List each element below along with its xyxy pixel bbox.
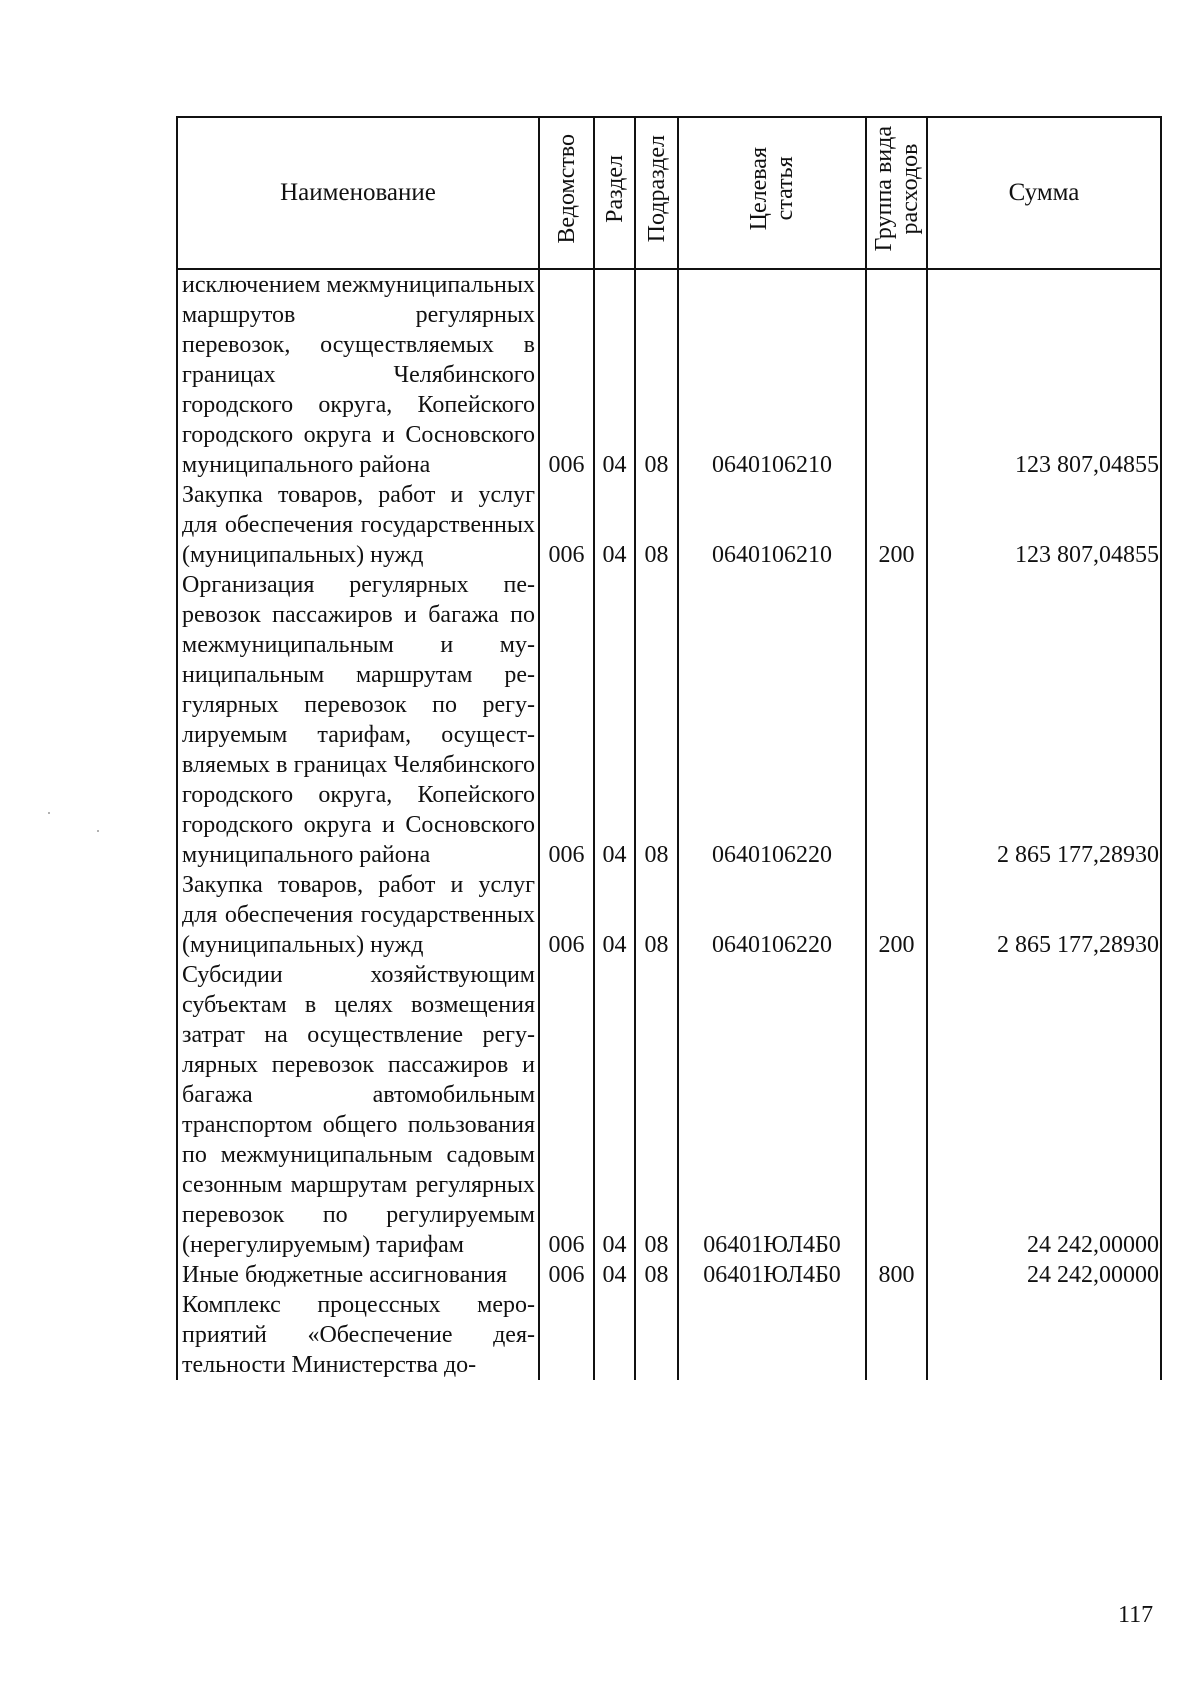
- row-gruppa-vida: [866, 960, 927, 1260]
- header-gruppa-line2: расходов: [896, 143, 923, 235]
- header-summa: [927, 117, 1161, 269]
- header-row: [177, 117, 1161, 269]
- row-razdel: 04: [594, 870, 635, 960]
- row-celevaya-statya: 0640106220: [678, 570, 866, 870]
- row-razdel: 04: [594, 269, 635, 480]
- table-row: [177, 570, 1161, 870]
- header-name-label: Наименование: [280, 179, 436, 206]
- row-name: Комплекс процессных мероприятий «Обеспечение деятельности Министерства до-: [177, 1290, 539, 1380]
- row-celevaya-statya: 06401ЮЛ4Б0: [678, 1260, 866, 1290]
- row-summa: 2 865 177,28930: [927, 870, 1161, 960]
- header-razdel: [594, 117, 635, 269]
- row-gruppa-vida: 200: [866, 870, 927, 960]
- row-razdel: 04: [594, 1260, 635, 1290]
- row-vedomstvo: 006: [539, 570, 594, 870]
- budget-table: [176, 116, 1162, 1380]
- header-celevaya-statya: [678, 117, 866, 269]
- header-podrazdel-label: Подраздел: [643, 135, 670, 243]
- table-row: [177, 269, 1161, 480]
- table-row: [177, 960, 1161, 1260]
- row-podrazdel: 08: [635, 570, 678, 870]
- header-razdel-label: Раздел: [601, 155, 628, 223]
- row-summa: 2 865 177,28930: [927, 570, 1161, 870]
- table-row: [177, 870, 1161, 960]
- row-celevaya-statya: 06401ЮЛ4Б0: [678, 960, 866, 1260]
- row-gruppa-vida: [866, 1290, 927, 1380]
- row-podrazdel: 08: [635, 870, 678, 960]
- row-vedomstvo: 006: [539, 1260, 594, 1290]
- row-podrazdel: 08: [635, 269, 678, 480]
- row-razdel: 04: [594, 570, 635, 870]
- row-celevaya-statya: [678, 1290, 866, 1380]
- header-vedomstvo-label: Ведомство: [553, 134, 580, 244]
- header-gruppa-line1: Группа вида: [870, 126, 897, 252]
- row-podrazdel: 08: [635, 960, 678, 1260]
- row-podrazdel: 08: [635, 480, 678, 570]
- table-body: [177, 269, 1161, 1380]
- table-header: [177, 117, 1161, 269]
- row-name: Организация регулярных перевозок пассажиров и багажа по межмуниципальным и муниципальным маршрутам регулярных перевозок по регулируемым тарифам, осуществляемых в границах Челябинского городского округа, Копейского городского округа и Сосновского муниципального района: [177, 570, 539, 870]
- row-gruppa-vida: [866, 269, 927, 480]
- table-row: [177, 480, 1161, 570]
- row-celevaya-statya: 0640106220: [678, 870, 866, 960]
- row-celevaya-statya: 0640106210: [678, 269, 866, 480]
- header-summa-label: Сумма: [1008, 179, 1080, 206]
- row-summa: 24 242,00000: [927, 1260, 1161, 1290]
- row-name: исключением межмуниципальных маршрутов регулярных перевозок, осуществляемых в границах Челябинского городского округа, Копейского городского округа и Сосновского муниципального района: [177, 269, 539, 480]
- row-summa: [927, 1290, 1161, 1380]
- row-summa: 24 242,00000: [927, 960, 1161, 1260]
- header-celevaya-line1: Целевая: [746, 147, 772, 231]
- scan-speck: [97, 830, 99, 832]
- page-number: 117: [1118, 1602, 1154, 1628]
- row-vedomstvo: 006: [539, 870, 594, 960]
- table-row: [177, 1260, 1161, 1290]
- row-razdel: 04: [594, 960, 635, 1260]
- header-celevaya-line2: статья: [772, 157, 798, 221]
- header-podrazdel: [635, 117, 678, 269]
- row-name: Закупка товаров, работ и услуг для обеспечения государственных (муниципальных) нужд: [177, 480, 539, 570]
- row-vedomstvo: 006: [539, 269, 594, 480]
- row-podrazdel: 08: [635, 1260, 678, 1290]
- row-vedomstvo: 006: [539, 480, 594, 570]
- header-gruppa-vida-rashodov: [866, 117, 927, 269]
- row-name: Субсидии хозяйствующим субъектам в целях возмещения затрат на осуществление регулярных перевозок пассажиров и багажа автомобильным транспортом общего пользования по межмуниципальным садовым сезонным маршрутам регулярных перевозок по регулируемым (нерегулируемым) тарифам: [177, 960, 539, 1260]
- row-gruppa-vida: [866, 570, 927, 870]
- header-name: [177, 117, 539, 269]
- row-summa: 123 807,04855: [927, 480, 1161, 570]
- row-vedomstvo: [539, 1290, 594, 1380]
- row-razdel: 04: [594, 480, 635, 570]
- header-vedomstvo: [539, 117, 594, 269]
- row-razdel: [594, 1290, 635, 1380]
- row-gruppa-vida: 800: [866, 1260, 927, 1290]
- row-name: Закупка товаров, работ и услуг для обеспечения государственных (муниципальных) нужд: [177, 870, 539, 960]
- row-vedomstvo: 006: [539, 960, 594, 1260]
- row-name: Иные бюджетные ассигнования: [177, 1260, 539, 1290]
- row-summa: 123 807,04855: [927, 269, 1161, 480]
- table-row: [177, 1290, 1161, 1380]
- row-celevaya-statya: 0640106210: [678, 480, 866, 570]
- row-gruppa-vida: 200: [866, 480, 927, 570]
- scan-speck: [48, 812, 50, 814]
- row-podrazdel: [635, 1290, 678, 1380]
